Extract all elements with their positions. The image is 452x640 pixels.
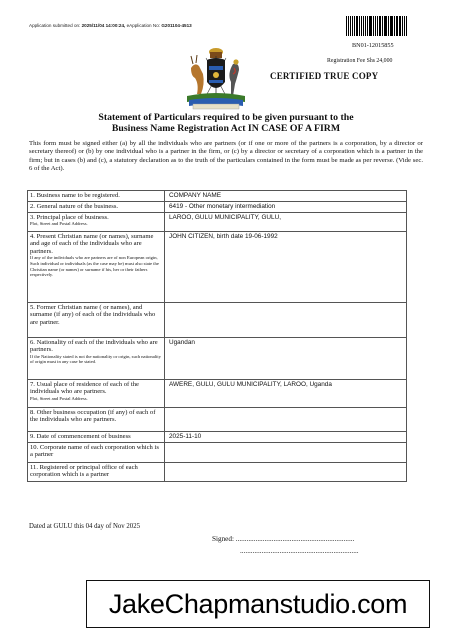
barcode-bar [356,16,358,36]
barcode-bar [363,16,364,36]
row-label: 3. Principal place of business. [30,213,109,221]
barcode-bar [367,16,368,36]
barcode-bar [359,16,360,36]
barcode-bar [352,16,353,36]
barcode-bar [404,16,405,36]
barcode-bar [354,16,355,36]
barcode-bar [396,16,398,36]
row-value [165,442,407,462]
barcode-bar [350,16,351,36]
row-label: 6. Nationality of each of the individuals who are partners. [30,338,158,354]
barcode-bar [375,16,376,36]
table-row [28,407,407,431]
barcode-bar [370,16,371,36]
table-row [28,442,407,462]
barcode-bar [369,16,370,36]
table-row [28,231,407,302]
barcode-bar [384,16,385,36]
table-row [28,462,407,481]
table-row [28,379,407,407]
row-note: Plot, Street and Postal Address. [30,395,88,401]
row-label: 11. Registered or principal office of each corporation which is a partner [30,463,138,479]
barcode-bar [399,16,400,36]
row-label: 7. Usual place of residence of each of the individuals who are partners. [30,380,139,396]
barcode-bar [382,16,383,36]
row-label: 2. General nature of the business. [30,202,119,210]
barcode-bar [388,16,389,36]
application-info [29,23,192,28]
signature-line: Signed: .................................................................. [212,535,355,543]
row-note: If the Nationality stated is not the nationality or origin, such nationality of origin must in any case be stated. [30,353,161,365]
row-note: If any of the individuals who are partners are of non European origin, Such individual or individuals (as the case may be) must also state the Christian name (or names) or surname if his, her or their fathers respectively. [30,255,159,278]
table-row [28,302,407,337]
reference-number: BN01-12015855 [352,42,394,49]
row-label: 5. Former Christian name ( or names), and surname (if any) of each of the individuals who are partner. [30,303,156,326]
barcode-bar [400,16,401,36]
row-value: 2025-11-10 [165,431,407,442]
row-label-cell [28,231,165,302]
barcode-bar [377,16,378,36]
signature-line-2: .................................................................. [240,547,359,555]
barcode-bar [402,16,403,36]
row-value: Ugandan [165,337,407,379]
submitted-label: Application submitted on: [29,23,81,28]
intro-paragraph: This form must be signed either (a) by all the individuals who are partners (or if one or more of the partners is a corporation, by a director or secretary thereof) or (b) by one individual who is a partner in the firm, or (c) by a director or secretary of a corporation which is a partner in the firm; but in cases (b) and (c), a statutory declaration as to the truth of the particulars contained in the form must be made as per reverse. (Vide sec. 6 of the Act). [29,140,423,172]
row-label-cell [28,337,165,379]
barcode-bar [348,16,349,36]
row-label-cell [28,462,165,481]
particulars-table [27,190,407,482]
barcode-bar [390,16,391,36]
row-label-cell [28,201,165,212]
table-row [28,212,407,231]
row-value [165,407,407,431]
table-row [28,337,407,379]
row-label: 4. Present Christian name (or names), surname and age of each of the individuals who are partners. [30,232,154,255]
barcode-bar [391,16,392,36]
table-row [28,201,407,212]
row-value [165,302,407,337]
row-value: LAROO, GULU MUNICIPALITY, GULU, [165,212,407,231]
row-value [165,462,407,481]
title-line-1: Statement of Particulars required to be given pursuant to the [98,112,354,123]
barcode-bar [365,16,366,36]
table-row [28,431,407,442]
row-label: 10. Corporate name of each corporation which is a partner [30,443,159,459]
row-label: 8. Other business occupation (if any) of each of the individuals who are partners. [30,408,156,424]
barcode-bar [406,16,407,36]
row-label: 9. Date of commencement of business [30,432,131,440]
row-value: AWERE, GULU, GULU MUNICIPALITY, LAROO, Uganda [165,379,407,407]
barcode-bar [346,16,347,36]
barcode-bar [385,16,386,36]
registration-fee: Registration Fee Shs 24,000 [327,58,393,64]
uganda-coat-of-arms-icon [181,44,251,110]
row-label-cell [28,379,165,407]
row-label-cell [28,191,165,202]
row-value: JOHN CITIZEN, birth date 19-06-1992 [165,231,407,302]
submitted-value: 2025/11/04 14:00:24, [81,23,126,28]
barcode-bar [373,16,374,36]
title-line-2: Business Name Registration Act IN CASE OF A FIRM [111,123,341,134]
barcode-bar [379,16,381,36]
row-value: 6419 - Other monetary intermediation [165,201,407,212]
row-label-cell [28,407,165,431]
application-label: eApplication No: [126,23,161,28]
application-value: G201104-4513 [161,23,192,28]
barcode-icon [346,16,408,36]
row-label: 1. Business name to be registered. [30,192,120,199]
row-label-cell [28,442,165,462]
row-label-cell [28,302,165,337]
row-note: Plot, Street and Postal Address. [30,221,88,227]
barcode-bar [394,16,395,36]
table-row [28,191,407,202]
row-label-cell [28,431,165,442]
row-label-cell [28,212,165,231]
dated-line: Dated at GULU this 04 day of Nov 2025 [29,523,140,530]
certified-true-copy: CERTIFIED TRUE COPY [270,71,379,81]
barcode-bar [361,16,362,36]
row-value: COMPANY NAME [165,191,407,202]
watermark: JakeChapmanstudio.com [86,580,430,628]
